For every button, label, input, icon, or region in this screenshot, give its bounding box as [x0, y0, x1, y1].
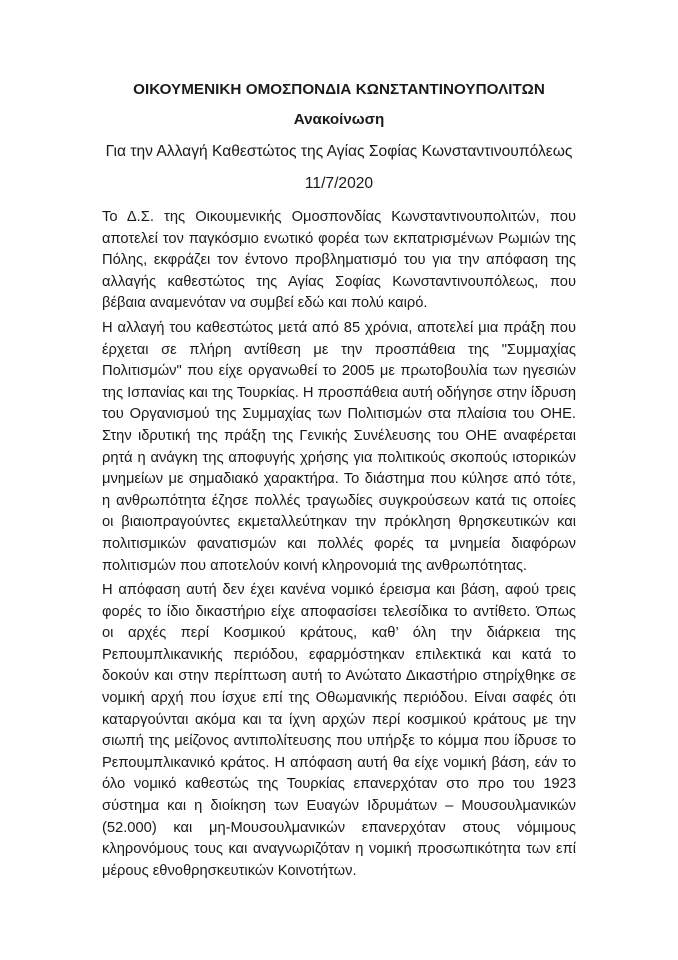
- text-line: του Οργανισμού της Συμμαχίας των Πολιτισμών στα πλαίσια του ΟΗΕ.: [102, 406, 576, 423]
- text-line: κληρονόμους τους και αναγνωριζόταν η νομική προσωπικότητα των επί: [102, 841, 576, 858]
- announcement-label: Ανακοίνωση: [293, 111, 385, 128]
- text-line: Στην ιδρυτική της πράξη της Γενικής Συνέλευσης του ΟΗΕ αναφέρεται: [102, 427, 576, 444]
- text-line: οι βιαιοπραγούντες εκμεταλλεύτηκαν την πρόκληση θρησκευτικών και: [102, 514, 576, 531]
- text-line: καταργούνται ακόμα και τα ίχνη αρχών περί κοσμικού κράτους με την: [102, 711, 576, 728]
- text-line: αλλαγής καθεστώτος της Αγίας Σοφίας Κωνσταντινουπόλεως, που: [102, 273, 576, 290]
- text-line: οι αρχές περί Κοσμικού κράτους, καθ’ όλη την διάρκεια της: [102, 625, 576, 642]
- text-line: Ρεπουμπλικανικής περιόδου, εφαρμόστηκαν επιλεκτικά και κατά το: [102, 646, 576, 663]
- text-line: ρητά η ανάγκη της αποφυγής χρήσης για πολιτικούς σκοπούς ιστορικών: [102, 449, 576, 466]
- text-line: Πόλης, εκφράζει τον έντονο προβληματισμό του για την απόφαση της: [102, 252, 576, 269]
- text-line: μνημείων με σημαδιακό χαρακτήρα. Το διάστημα που κύλησε από τότε,: [102, 471, 576, 488]
- text-line: έρχεται σε πλήρη αντίθεση με την προσπάθεια της "Συμμαχίας: [102, 341, 576, 358]
- text-line: σιωπή της μείζονος αντιπολίτευσης που υπήρξε το κόμμα που ίδρυσε το: [102, 733, 576, 750]
- text-line: Το Δ.Σ. της Οικουμενικής Ομοσπονδίας Κωνσταντινουπολιτών, που: [102, 209, 576, 225]
- paragraph-3: [102, 580, 576, 882]
- text-line: Πολιτισμών" που είχε οργανωθεί το 2005 με πρωτοβουλία των ηγεσιών: [102, 363, 576, 380]
- text-line: Η αλλαγή του καθεστώτος μετά από 85 χρόνια, αποτελεί μια πράξη που: [102, 320, 576, 336]
- text-line: Ρεπουμπλικανικό κράτος. Η απόφαση αυτή θα είχε νομική βάση, εάν το: [102, 754, 576, 771]
- text-line: φορές το ίδιο δικαστήριο είχε αποφασίσει τελεσίδικα το αντίθετο. Όπως: [102, 603, 576, 620]
- announcement-heading: Για την Αλλαγή Καθεστώτος της Αγίας Σοφίας Κωνσταντινουπόλεως: [105, 143, 573, 160]
- paragraph-2: [102, 318, 576, 577]
- text-line: μέρους εθνοθρησκευτικών Κοινοτήτων.: [102, 862, 357, 879]
- text-line: πολιτισμικών φανατισμών και πολλές φορές τα μνημεία διαφόρων: [102, 535, 576, 552]
- text-line: πολιτισμών που αποτελούν κοινή κληρονομιά της ανθρωπότητας.: [102, 557, 528, 574]
- organization-title: ΟΙΚΟΥΜΕΝΙΚΗ ΟΜΟΣΠΟΝΔΙΑ ΚΩΝΣΤΑΝΤΙΝΟΥΠΟΛΙΤΩΝ: [133, 81, 545, 98]
- text-line: η ανθρωπότητα έζησε πολλές τραγωδίες συγκρούσεων κατά τις οποίες: [102, 492, 576, 509]
- text-line: όλο νομικό καθεστώς της Τουρκίας επανερχόταν στο προ του 1923: [102, 776, 576, 793]
- text-line: βέβαια αναμενόταν να συμβεί εδώ και πολύ καιρό.: [102, 295, 428, 312]
- text-line: της Ισπανίας και της Τουρκίας. Η προσπάθεια αυτή οδήγησε στην ίδρυση: [102, 384, 576, 401]
- paragraph-1: [102, 207, 576, 315]
- text-line: Η απόφαση αυτή δεν έχει κανένα νομικό έρεισμα και βάση, αφού τρεις: [102, 582, 576, 598]
- announcement-date: 11/7/2020: [304, 175, 374, 192]
- text-line: (52.000) και μη-Μουσουλμανικών επανερχόταν στους νόμιμους: [102, 819, 576, 836]
- text-line: σύστημα και η διοίκηση των Ευαγών Ιδρυμάτων – Μουσουλμανικών: [102, 797, 576, 814]
- text-line: νομική αρχή που ίσχυε επί της Οθωμανικής περιόδου. Είναι σαφές ότι: [102, 689, 576, 706]
- text-line: δοκούν και στην περίπτωση αυτή το Ανώτατο Δικαστήριο στηρίχθηκε σε: [102, 668, 576, 685]
- text-line: αποτελεί τον παγκόσμιο ενωτικό φορέα των εκπατρισμένων Ρωμιών της: [102, 230, 576, 247]
